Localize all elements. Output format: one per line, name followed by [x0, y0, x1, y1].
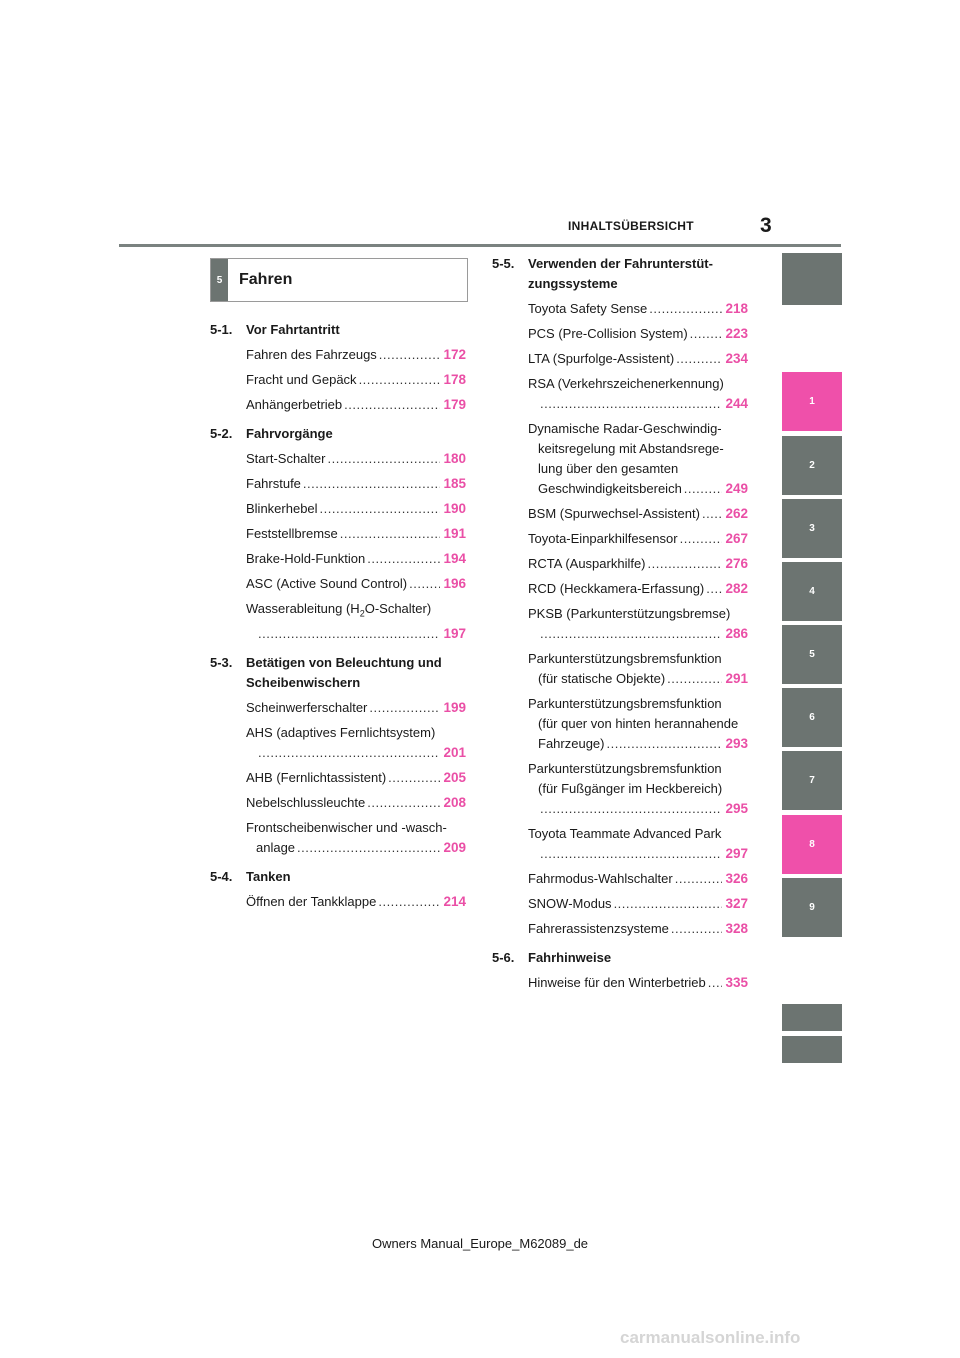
toc-entry[interactable] — [246, 395, 466, 415]
watermark: carmanualsonline.info — [620, 1328, 801, 1347]
toc-entry-line — [246, 793, 466, 813]
toc-entry-text: Fahren des Fahrzeugs — [246, 347, 377, 362]
toc-entry-text: Toyota Safety Sense — [528, 301, 648, 316]
toc-entry-line — [528, 299, 748, 319]
toc-leader-dots — [540, 394, 722, 414]
chapter-tab-blank[interactable] — [782, 253, 842, 305]
toc-entry-text: Anhängerbetrieb — [246, 397, 343, 412]
toc-leader-dots — [540, 844, 722, 864]
toc-entry-line — [528, 869, 748, 889]
toc-page-number[interactable]: 276 — [725, 556, 748, 571]
toc-leader-dots — [359, 370, 441, 390]
toc-entry-line — [246, 768, 466, 788]
toc-page-number[interactable]: 291 — [725, 671, 748, 686]
toc-page-number[interactable]: 201 — [443, 744, 466, 760]
toc-entry[interactable] — [528, 649, 748, 689]
toc-entry-text: Fahrzeuge) — [538, 736, 605, 751]
toc-entry[interactable] — [246, 499, 466, 519]
toc-entry-text: SNOW-Modus — [528, 896, 612, 911]
toc-entry-text: Feststellbremse — [246, 526, 338, 541]
toc-entry-line — [528, 624, 748, 644]
toc-leader-dots — [606, 734, 722, 754]
toc-entry-text: Öffnen der Tankklappe — [246, 893, 377, 909]
toc-entry[interactable] — [246, 793, 466, 813]
toc-entry[interactable] — [528, 869, 748, 889]
toc-entry-text: Toyota Teammate Advanced Park — [528, 826, 722, 841]
toc-entry-text: Brake-Hold-Funktion — [246, 551, 366, 566]
toc-page-number[interactable]: 199 — [443, 699, 466, 715]
toc-entry-line — [528, 844, 748, 864]
toc-entry-text: Dynamische Radar-Geschwindig- — [528, 421, 722, 436]
toc-group-number: 5-4. — [210, 868, 233, 884]
toc-entry-text: PKSB (Parkunterstützungsbremse) — [528, 606, 731, 621]
toc-entry-line — [246, 499, 466, 519]
toc-entry-line — [528, 973, 748, 993]
toc-entry-text: Geschwindigkeitsbereich — [538, 481, 682, 496]
toc-leader-dots — [340, 524, 441, 544]
toc-leader-dots — [676, 349, 722, 369]
toc-leader-dots — [320, 499, 441, 519]
toc-entry-text: anlage — [256, 839, 296, 855]
toc-leader-dots — [367, 793, 440, 813]
toc-entry-line — [246, 743, 466, 763]
chapter-tab-3[interactable]: 3 — [782, 499, 842, 558]
toc-page-number[interactable]: 326 — [725, 871, 748, 886]
toc-entry-text: Fahrstufe — [246, 476, 301, 491]
toc-leader-dots — [675, 869, 723, 889]
toc-entry[interactable] — [246, 818, 466, 858]
toc-group-title: Vor Fahrtantritt — [246, 322, 340, 337]
toc-entry-line — [528, 799, 748, 819]
toc-leader-dots — [540, 799, 722, 819]
toc-entry[interactable] — [246, 574, 466, 594]
toc-group-number: 5-2. — [210, 426, 233, 441]
toc-entry[interactable] — [528, 919, 748, 939]
toc-entry-line — [528, 554, 748, 574]
toc-page-number[interactable]: 179 — [443, 397, 466, 412]
toc-entry-text: Blinkerhebel — [246, 501, 318, 516]
toc-entry[interactable] — [246, 723, 466, 763]
toc-group — [210, 653, 466, 858]
toc-group-heading — [210, 867, 466, 887]
toc-entry[interactable] — [528, 324, 748, 344]
toc-entry-line — [246, 838, 466, 858]
toc-leader-dots — [258, 624, 440, 644]
toc-entry-text: Parkunterstützungsbremsfunktion — [528, 651, 722, 666]
toc-entry[interactable] — [528, 973, 748, 993]
toc-group-heading — [492, 948, 748, 968]
toc-page-number[interactable]: 223 — [725, 326, 748, 341]
toc-entry-text: Start-Schalter — [246, 451, 326, 466]
toc-entry-text: PCS (Pre-Collision System) — [528, 326, 688, 341]
toc-group — [492, 948, 748, 993]
toc-page-number[interactable]: 172 — [443, 347, 466, 362]
toc-group-number: 5-3. — [210, 654, 233, 670]
toc-leader-dots — [684, 479, 723, 499]
toc-entry[interactable] — [246, 599, 466, 644]
toc-page-number[interactable]: 185 — [443, 476, 466, 491]
toc-page-number[interactable]: 218 — [725, 301, 748, 316]
toc-page-number[interactable]: 190 — [443, 501, 466, 516]
header-rule — [119, 244, 841, 247]
chapter-tab-1[interactable]: 1 — [782, 372, 842, 431]
toc-entry-text: Fracht und Gepäck — [246, 372, 357, 387]
toc-entry-text: (für Fußgänger im Heckbereich) — [538, 781, 723, 796]
toc-entry[interactable] — [246, 474, 466, 494]
toc-leader-dots — [344, 395, 440, 415]
toc-entry[interactable] — [528, 299, 748, 319]
toc-entry[interactable] — [528, 554, 748, 574]
toc-page-number[interactable]: 282 — [725, 581, 748, 596]
page-number: 3 — [760, 214, 772, 237]
toc-page-number[interactable]: 249 — [725, 481, 748, 496]
toc-group-number: 5-6. — [492, 950, 515, 965]
toc-page-number[interactable]: 234 — [725, 351, 748, 366]
chapter-tab-blank[interactable] — [782, 1004, 842, 1031]
toc-page-number[interactable]: 194 — [443, 551, 466, 566]
toc-entry-text: Frontscheibenwischer und -wasch- — [246, 819, 447, 835]
toc-entry[interactable] — [246, 449, 466, 469]
toc-page-number[interactable]: 209 — [443, 839, 466, 855]
toc-entry-line — [246, 549, 466, 569]
toc-entry[interactable] — [246, 345, 466, 365]
toc-entry-line — [246, 345, 466, 365]
toc-entry-text: Hinweise für den Winterbetrieb — [528, 975, 706, 990]
toc-entry[interactable] — [528, 529, 748, 549]
toc-entry[interactable] — [528, 419, 748, 499]
toc-entry[interactable] — [528, 504, 748, 524]
toc-entry-line — [246, 449, 466, 469]
toc-entry-line — [246, 395, 466, 415]
toc-entry-line — [246, 524, 466, 544]
toc-entry-text: Scheinwerferschalter — [246, 699, 368, 715]
toc-page-number[interactable]: 262 — [725, 506, 748, 521]
toc-entry-text: AHB (Fernlichtassistent) — [246, 769, 387, 785]
chapter-tab-7[interactable]: 7 — [782, 751, 842, 810]
toc-leader-dots — [367, 549, 440, 569]
toc-group-heading — [210, 653, 466, 693]
toc-group-title: Fahrhinweise — [528, 950, 612, 965]
toc-page-number[interactable]: 328 — [725, 921, 748, 936]
toc-group-title: Betätigen von Beleuchtung und Scheibenwischern — [246, 654, 442, 690]
chapter-tab-6[interactable]: 6 — [782, 688, 842, 747]
toc-entry[interactable] — [528, 824, 748, 864]
toc-entry-line — [528, 504, 748, 524]
header-title: INHALTSÜBERSICHT — [568, 219, 694, 233]
toc-group — [210, 424, 466, 644]
toc-group — [210, 867, 466, 912]
chapter-tab-2[interactable]: 2 — [782, 436, 842, 495]
toc-entry-text: RCD (Heckkamera-Erfassung) — [528, 581, 705, 596]
toc-entry-line — [528, 669, 748, 689]
toc-entry-text: keitsregelung mit Abstandsrege- — [538, 441, 724, 456]
toc-leader-dots — [388, 768, 440, 788]
toc-left-column — [210, 320, 466, 921]
toc-entry[interactable] — [246, 370, 466, 390]
toc-entry-line — [528, 734, 748, 754]
toc-leader-dots — [671, 919, 723, 939]
toc-leader-dots — [667, 669, 722, 689]
toc-entry-line — [246, 474, 466, 494]
toc-page-number[interactable]: 267 — [725, 531, 748, 546]
toc-entry-line — [246, 698, 466, 718]
toc-entry-text: RCTA (Ausparkhilfe) — [528, 556, 646, 571]
toc-page-number[interactable]: 327 — [725, 896, 748, 911]
section-box — [210, 258, 468, 302]
toc-entry-text: ASC (Active Sound Control) — [246, 576, 408, 591]
toc-entry-text: LTA (Spurfolge-Assistent) — [528, 351, 675, 366]
toc-group-heading — [210, 320, 466, 340]
toc-page-number[interactable]: 293 — [725, 736, 748, 751]
toc-leader-dots — [690, 324, 723, 344]
toc-entry[interactable] — [528, 694, 748, 754]
toc-leader-dots — [702, 504, 723, 524]
toc-page-number[interactable]: 295 — [725, 801, 748, 816]
toc-leader-dots — [297, 838, 440, 858]
toc-entry[interactable] — [528, 349, 748, 369]
toc-right-column — [492, 254, 748, 1002]
toc-entry-line — [528, 579, 748, 599]
toc-entry[interactable] — [246, 524, 466, 544]
toc-entry-text: Nebelschlussleuchte — [246, 794, 366, 810]
toc-leader-dots — [648, 554, 723, 574]
toc-entry[interactable] — [528, 759, 748, 819]
toc-group — [210, 320, 466, 415]
toc-page-number[interactable]: 180 — [443, 451, 466, 466]
toc-page-number[interactable]: 286 — [725, 626, 748, 641]
toc-leader-dots — [303, 474, 441, 494]
section-title: Fahren — [239, 271, 293, 288]
toc-entry-text: Fahrmodus-Wahlschalter — [528, 871, 673, 886]
toc-page-number[interactable]: 244 — [725, 396, 748, 411]
toc-entry-text: Wasserableitung $(H_2O-Schalter)$ — [246, 601, 432, 619]
chapter-tab-4[interactable]: 4 — [782, 562, 842, 621]
toc-leader-dots — [258, 743, 440, 763]
chapter-tab-9[interactable]: 9 — [782, 878, 842, 937]
chapter-tab-8[interactable]: 8 — [782, 815, 842, 874]
toc-group-heading — [492, 254, 748, 294]
toc-group-number: 5-5. — [492, 256, 515, 271]
toc-entry-text: Toyota-Einparkhilfesensor — [528, 531, 678, 546]
toc-group-title: Fahrvorgänge — [246, 426, 333, 441]
toc-page-number[interactable]: 335 — [725, 975, 748, 990]
toc-entry-line — [246, 892, 466, 912]
toc-group-number: 5-1. — [210, 322, 233, 337]
toc-page-number[interactable]: 178 — [443, 372, 466, 387]
toc-entry[interactable] — [246, 768, 466, 788]
toc-group-title: Tanken — [246, 868, 291, 884]
toc-entry-line — [246, 624, 466, 644]
toc-entry-line — [528, 529, 748, 549]
toc-entry[interactable] — [528, 894, 748, 914]
toc-leader-dots — [706, 579, 722, 599]
toc-entry-text: AHS (adaptives Fernlichtsystem) — [246, 724, 436, 740]
toc-entry[interactable] — [528, 579, 748, 599]
toc-entry-line — [528, 919, 748, 939]
chapter-tab-blank[interactable] — [782, 1036, 842, 1063]
toc-page-number[interactable]: 191 — [443, 526, 466, 541]
chapter-tab-5[interactable]: 5 — [782, 625, 842, 684]
toc-leader-dots — [614, 894, 723, 914]
toc-page-number[interactable]: 205 — [443, 769, 466, 785]
toc-entry-line — [246, 370, 466, 390]
toc-leader-dots — [708, 973, 723, 993]
toc-entry-text: RSA (Verkehrszeichenerkennung) — [528, 376, 724, 391]
toc-entry-line — [246, 574, 466, 594]
toc-entry-line — [528, 324, 748, 344]
toc-leader-dots — [409, 574, 440, 594]
toc-page-number[interactable]: 214 — [443, 893, 466, 909]
toc-entry-text: (für statische Objekte) — [538, 671, 666, 686]
toc-page-number[interactable]: 297 — [725, 846, 748, 861]
toc-leader-dots — [379, 345, 441, 365]
toc-leader-dots — [369, 698, 440, 718]
toc-entry-text: Parkunterstützungsbremsfunktion — [528, 696, 722, 711]
toc-entry-line — [528, 479, 748, 499]
toc-page-number[interactable]: 208 — [443, 794, 466, 810]
toc-leader-dots — [540, 624, 722, 644]
toc-page-number[interactable]: 196 — [443, 576, 466, 591]
section-tab: 5 — [211, 259, 228, 301]
toc-entry-text: Fahrerassistenzsysteme — [528, 921, 669, 936]
toc-leader-dots — [649, 299, 722, 319]
toc-entry-line — [528, 349, 748, 369]
toc-entry-line — [528, 394, 748, 414]
toc-group — [492, 254, 748, 939]
toc-entry[interactable] — [246, 698, 466, 718]
toc-entry[interactable] — [528, 604, 748, 644]
toc-entry-text: (für quer von hinten herannahende — [538, 716, 739, 731]
toc-entry-text: BSM (Spurwechsel-Assistent) — [528, 506, 700, 521]
toc-group-title: Verwenden der Fahrunterstüt-zungssysteme — [528, 256, 713, 291]
toc-entry[interactable] — [528, 374, 748, 414]
toc-leader-dots — [680, 529, 723, 549]
toc-entry-line — [528, 894, 748, 914]
toc-entry[interactable] — [246, 549, 466, 569]
toc-group-heading — [210, 424, 466, 444]
toc-leader-dots — [327, 449, 440, 469]
toc-entry[interactable] — [246, 892, 466, 912]
toc-leader-dots — [378, 892, 440, 912]
footer-text: Owners Manual_Europe_M62089_de — [371, 1236, 589, 1251]
toc-page-number[interactable]: 197 — [443, 625, 466, 641]
toc-entry-text: lung über den gesamten — [538, 461, 679, 476]
toc-entry-text: Parkunterstützungsbremsfunktion — [528, 761, 722, 776]
